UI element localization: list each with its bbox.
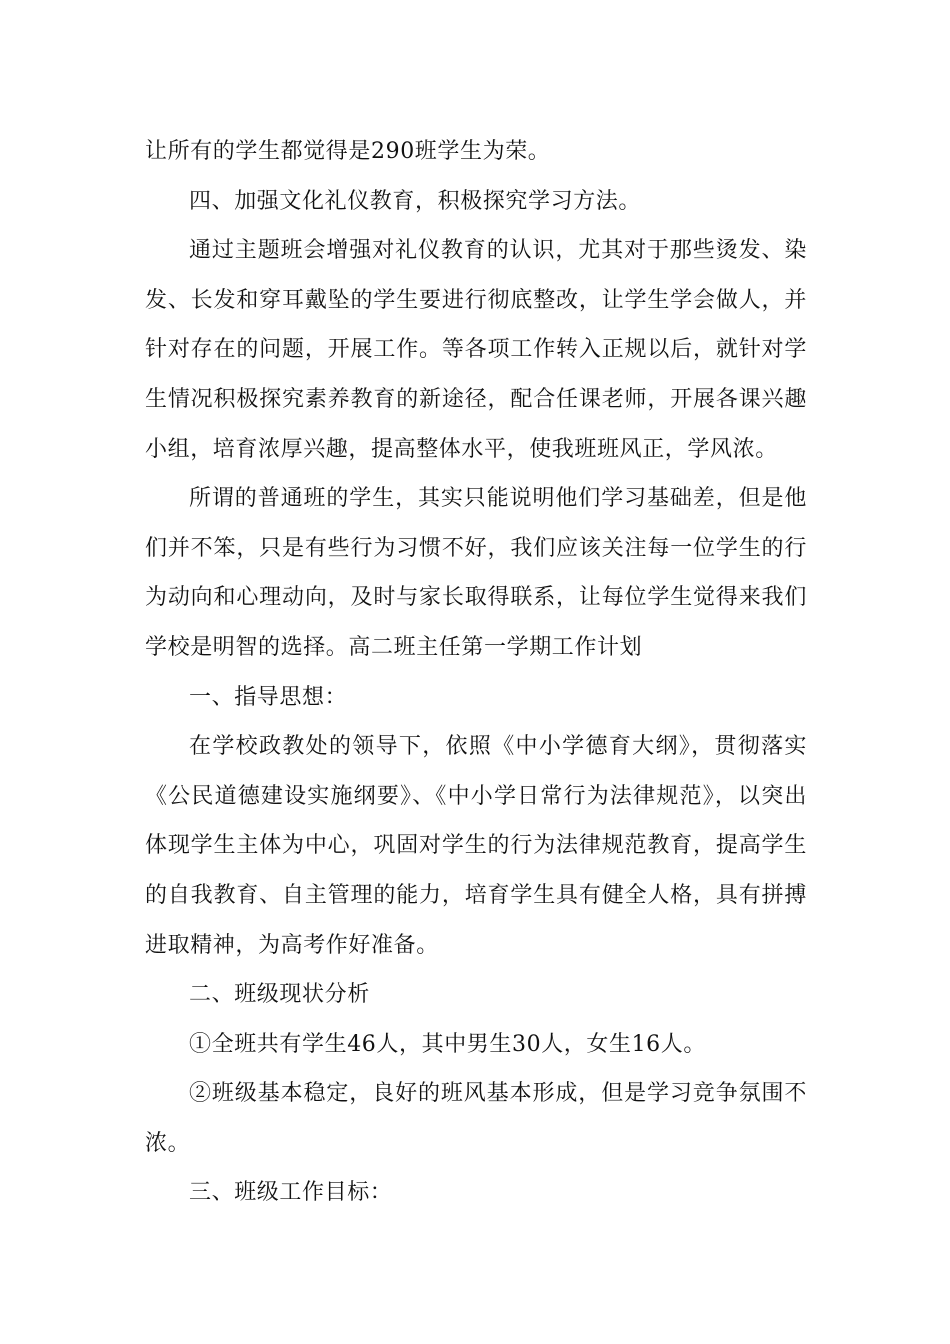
paragraph-1: 让所有的学生都觉得是290班学生为荣。 [145,139,551,164]
document-body [145,127,807,1218]
paragraph-etiquette: 通过主题班会增强对礼仪教育的认识，尤其对于那些烫发、染发、长发和穿耳戴坠的学生要进行彻底整改，让学生学会做人，并针对存在的问题，开展工作。等各项工作转入正规以后，就针对学生情况积极探究素养教育的新途径，配合任课老师，开展各课兴趣小组，培育浓厚兴趣，提高整体水平，使我班班风正，学风浓。 [145,238,807,462]
list-item-1: ①全班共有学生46人，其中男生30人，女生16人。 [189,1031,706,1057]
section-heading-3: 三、班级工作目标： [189,1180,393,1206]
section-heading-1: 一、指导思想： [189,684,348,710]
paragraph-ordinary-class: 所谓的普通班的学生，其实只能说明他们学习基础差，但是他们并不笨，只是有些行为习惯不好，我们应该关注每一位学生的行为动向和心理动向，及时与家长取得联系，让每位学生觉得来我们学校是明智的选择。高二班主任第一学期工作计划 [145,486,807,660]
section-heading-4: 四、加强文化礼仪教育，积极探究学习方法。 [189,188,642,214]
paragraph-guiding-ideology: 在学校政教处的领导下，依照《中小学德育大纲》，贯彻落实《公民道德建设实施纲要》、《中小学日常行为法律规范》，以突出体现学生主体为中心，巩固对学生的行为法律规范教育，提高学生的自我教育、自主管理的能力，培育学生具有健全人格，具有拼搏进取精神，为高考作好准备。 [145,734,807,958]
list-item-2: ②班级基本稳定，良好的班风基本形成，但是学习竞争氛围不浓。 [145,1081,807,1156]
section-heading-2: 二、班级现状分析 [189,982,370,1008]
